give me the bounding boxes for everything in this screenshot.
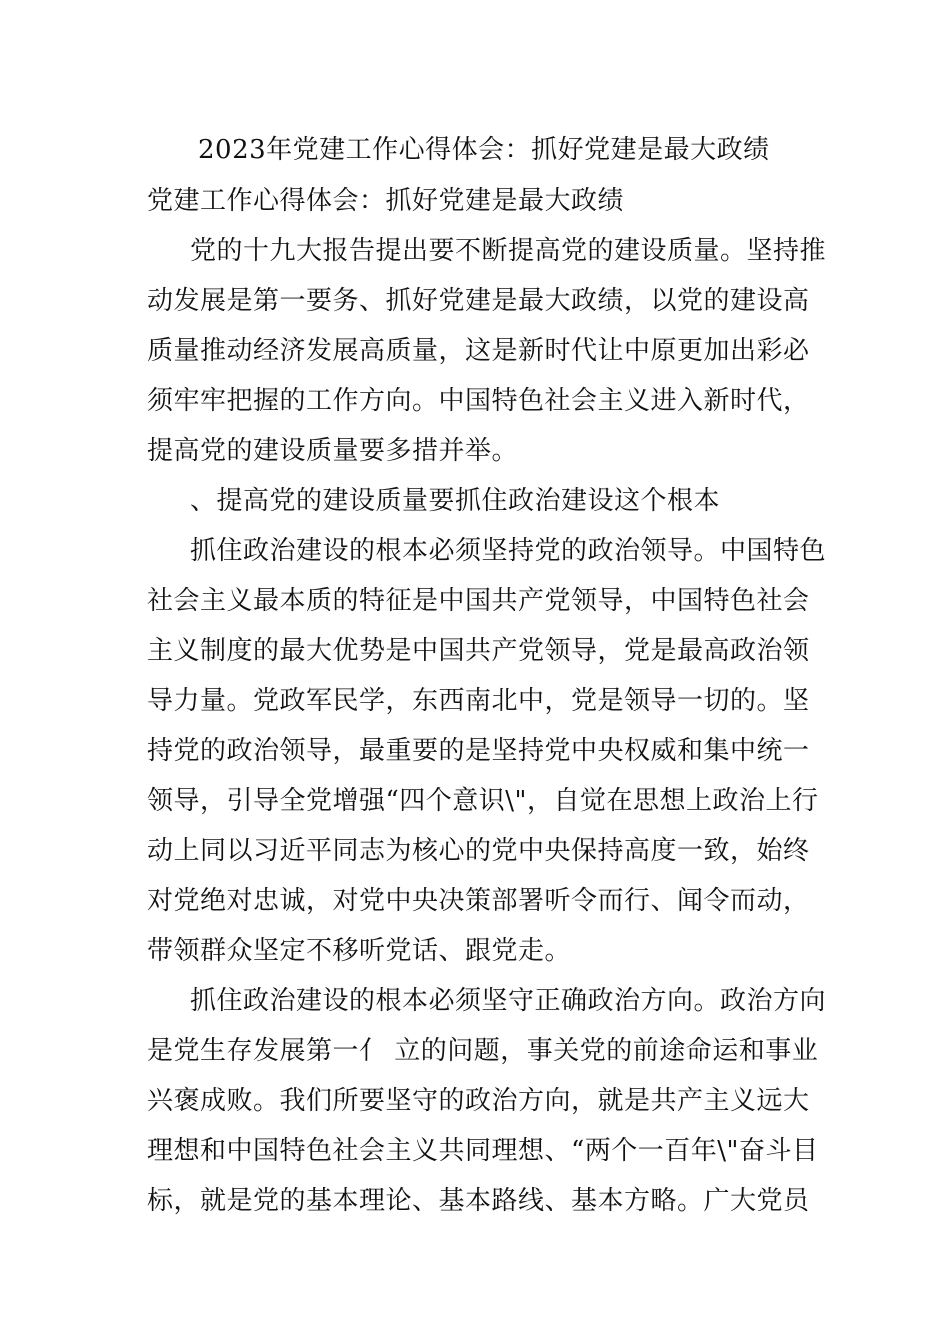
paragraph-1-line-5: 提高党的建设质量要多措并举。 <box>147 436 519 466</box>
document-subtitle: 党建工作心得体会：抓好党建是最大政绩 <box>147 186 625 216</box>
paragraph-1-line-2: 动发展是第一要务、抓好党建是最大政绩，以党的建设高 <box>147 286 810 316</box>
paragraph-2-line-3: 主义制度的最大优势是中国共产党领导，党是最高政治领 <box>147 636 810 666</box>
paragraph-2-line-9: 带领群众坚定不移听党话、跟党走。 <box>147 936 572 966</box>
paragraph-2-line-7: 动上同以习近平同志为核心的党中央保持高度一致，始终 <box>147 836 810 866</box>
paragraph-2-line-2: 社会主义最本质的特征是中国共产党领导，中国特色社会 <box>147 586 810 616</box>
paragraph-2-line-6: 领导，引导全党增强“四个意识\"，自觉在思想上政治上行 <box>147 786 819 816</box>
paragraph-1-line-4: 须牢牢把握的工作方向。中国特色社会主义进入新时代， <box>147 386 810 416</box>
paragraph-3-line-2: 是党生存发展第一亻 立的问题，事关党的前途命运和事业 <box>147 1036 819 1066</box>
paragraph-1-line-1: 党的十九大报告提出要不断提高党的建设质量。坚持推 <box>190 236 827 266</box>
paragraph-2-line-5: 持党的政治领导，最重要的是坚持党中央权威和集中统一 <box>147 736 810 766</box>
document-title: 2023年党建工作心得体会：抓好党建是最大政绩 <box>198 135 770 165</box>
paragraph-3-line-5: 标，就是党的基本理论、基本路线、基本方略。广大党员 <box>147 1186 810 1216</box>
paragraph-3-line-1: 抓住政治建设的根本必须坚守正确政治方向。政治方向 <box>190 986 827 1016</box>
paragraph-1-line-3: 质量推动经济发展高质量，这是新时代让中原更加出彩必 <box>147 336 810 366</box>
section-heading: 、提高党的建设质量要抓住政治建设这个根本 <box>190 486 721 516</box>
paragraph-3-line-4: 理想和中国特色社会主义共同理想、“两个一百年\"奋斗目 <box>147 1136 819 1166</box>
paragraph-2-line-4: 导力量。党政军民学，东西南北中，党是领导一切的。坚 <box>147 686 810 716</box>
paragraph-3-line-3: 兴褒成败。我们所要坚守的政治方向，就是共产主义远大 <box>147 1086 810 1116</box>
paragraph-2-line-1: 抓住政治建设的根本必须坚持党的政治领导。中国特色 <box>190 536 827 566</box>
paragraph-2-line-8: 对党绝对忠诚，对党中央决策部署听令而行、闻令而动， <box>147 886 810 916</box>
